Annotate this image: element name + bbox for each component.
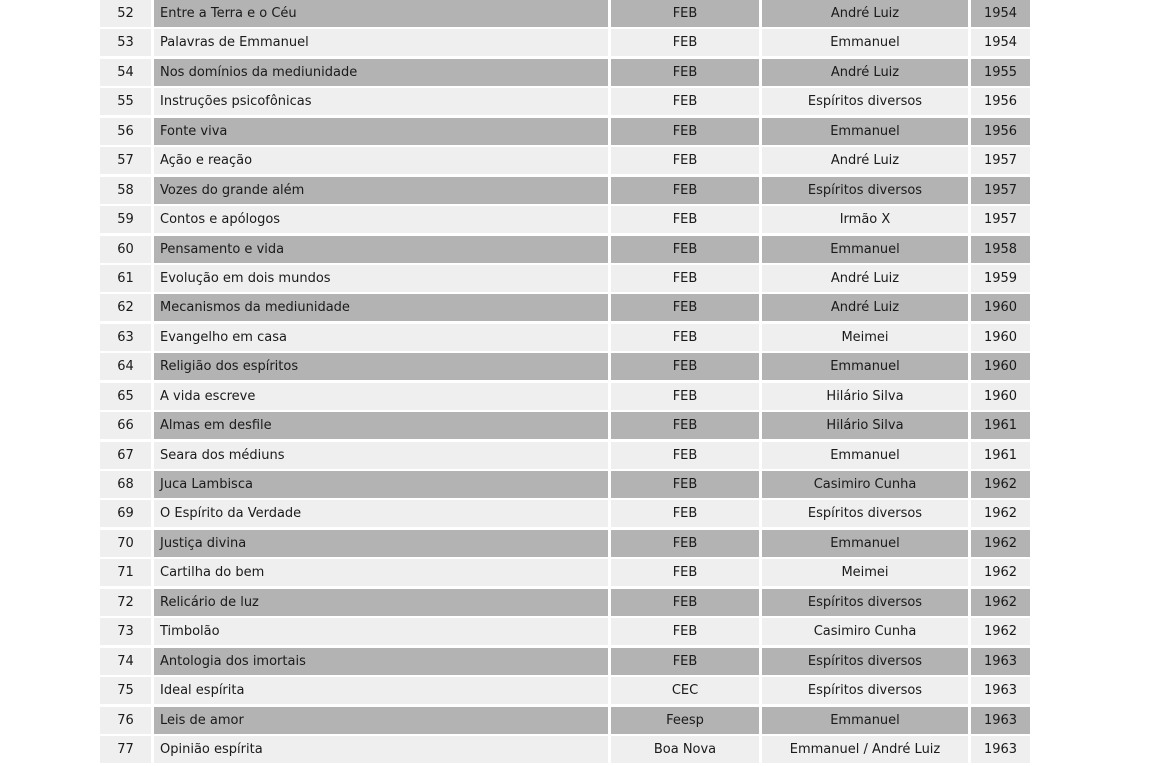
- publisher-cell: FEB: [611, 471, 759, 498]
- book-title-cell: Fonte viva: [154, 118, 608, 145]
- publisher-cell: FEB: [611, 177, 759, 204]
- book-title-cell: A vida escreve: [154, 383, 608, 410]
- publisher-cell: FEB: [611, 118, 759, 145]
- row-number-cell: 68: [100, 471, 151, 498]
- table-row: [100, 324, 1030, 351]
- year-cell: 1960: [971, 383, 1030, 410]
- publisher-cell: FEB: [611, 589, 759, 616]
- author-cell: Meimei: [762, 559, 968, 586]
- year-cell: 1963: [971, 677, 1030, 704]
- author-cell: Irmão X: [762, 206, 968, 233]
- book-title-cell: Contos e apólogos: [154, 206, 608, 233]
- author-cell: Meimei: [762, 324, 968, 351]
- year-cell: 1961: [971, 442, 1030, 469]
- author-cell: Emmanuel: [762, 236, 968, 263]
- table-row: [100, 88, 1030, 115]
- table-row: [100, 236, 1030, 263]
- book-title-cell: Instruções psicofônicas: [154, 88, 608, 115]
- year-cell: 1956: [971, 88, 1030, 115]
- publisher-cell: FEB: [611, 88, 759, 115]
- table-row: [100, 294, 1030, 321]
- row-number-cell: 70: [100, 530, 151, 557]
- table-row: [100, 589, 1030, 616]
- table-row: [100, 0, 1030, 27]
- row-number-cell: 67: [100, 442, 151, 469]
- book-title-cell: Ideal espírita: [154, 677, 608, 704]
- table-row: [100, 559, 1030, 586]
- book-title-cell: O Espírito da Verdade: [154, 500, 608, 527]
- year-cell: 1957: [971, 206, 1030, 233]
- table-row: [100, 147, 1030, 174]
- book-title-cell: Palavras de Emmanuel: [154, 29, 608, 56]
- publisher-cell: FEB: [611, 353, 759, 380]
- year-cell: 1957: [971, 177, 1030, 204]
- table-row: [100, 59, 1030, 86]
- author-cell: André Luiz: [762, 265, 968, 292]
- row-number-cell: 71: [100, 559, 151, 586]
- author-cell: André Luiz: [762, 294, 968, 321]
- author-cell: Espíritos diversos: [762, 88, 968, 115]
- publisher-cell: FEB: [611, 206, 759, 233]
- publisher-cell: FEB: [611, 236, 759, 263]
- book-title-cell: Relicário de luz: [154, 589, 608, 616]
- year-cell: 1962: [971, 530, 1030, 557]
- table-row: [100, 383, 1030, 410]
- table-row: [100, 206, 1030, 233]
- table-row: [100, 177, 1030, 204]
- year-cell: 1958: [971, 236, 1030, 263]
- row-number-cell: 63: [100, 324, 151, 351]
- publisher-cell: FEB: [611, 147, 759, 174]
- table-row: [100, 736, 1030, 763]
- year-cell: 1963: [971, 648, 1030, 675]
- row-number-cell: 64: [100, 353, 151, 380]
- author-cell: Emmanuel / André Luiz: [762, 736, 968, 763]
- book-title-cell: Cartilha do bem: [154, 559, 608, 586]
- year-cell: 1962: [971, 618, 1030, 645]
- author-cell: Casimiro Cunha: [762, 618, 968, 645]
- year-cell: 1962: [971, 559, 1030, 586]
- table-row: [100, 618, 1030, 645]
- book-title-cell: Justiça divina: [154, 530, 608, 557]
- table-row: [100, 118, 1030, 145]
- row-number-cell: 62: [100, 294, 151, 321]
- book-title-cell: Opinião espírita: [154, 736, 608, 763]
- publisher-cell: FEB: [611, 0, 759, 27]
- book-title-cell: Mecanismos da mediunidade: [154, 294, 608, 321]
- author-cell: Emmanuel: [762, 353, 968, 380]
- author-cell: Casimiro Cunha: [762, 471, 968, 498]
- table-row: [100, 353, 1030, 380]
- table-row: [100, 471, 1030, 498]
- table-row: [100, 442, 1030, 469]
- publisher-cell: Boa Nova: [611, 736, 759, 763]
- books-table: [100, 0, 1030, 765]
- book-title-cell: Pensamento e vida: [154, 236, 608, 263]
- row-number-cell: 60: [100, 236, 151, 263]
- year-cell: 1954: [971, 0, 1030, 27]
- book-title-cell: Vozes do grande além: [154, 177, 608, 204]
- author-cell: Emmanuel: [762, 530, 968, 557]
- table-body: [100, 0, 1030, 763]
- row-number-cell: 53: [100, 29, 151, 56]
- year-cell: 1954: [971, 29, 1030, 56]
- book-title-cell: Leis de amor: [154, 707, 608, 734]
- year-cell: 1962: [971, 500, 1030, 527]
- author-cell: Hilário Silva: [762, 412, 968, 439]
- table-row: [100, 500, 1030, 527]
- book-title-cell: Timbolão: [154, 618, 608, 645]
- author-cell: Emmanuel: [762, 118, 968, 145]
- table-row: [100, 707, 1030, 734]
- author-cell: Hilário Silva: [762, 383, 968, 410]
- year-cell: 1959: [971, 265, 1030, 292]
- row-number-cell: 75: [100, 677, 151, 704]
- row-number-cell: 77: [100, 736, 151, 763]
- row-number-cell: 57: [100, 147, 151, 174]
- book-title-cell: Nos domínios da mediunidade: [154, 59, 608, 86]
- row-number-cell: 72: [100, 589, 151, 616]
- author-cell: Espíritos diversos: [762, 677, 968, 704]
- row-number-cell: 61: [100, 265, 151, 292]
- row-number-cell: 52: [100, 0, 151, 27]
- author-cell: Espíritos diversos: [762, 648, 968, 675]
- table-row: [100, 265, 1030, 292]
- row-number-cell: 54: [100, 59, 151, 86]
- publisher-cell: FEB: [611, 383, 759, 410]
- table-row: [100, 677, 1030, 704]
- year-cell: 1962: [971, 471, 1030, 498]
- author-cell: André Luiz: [762, 0, 968, 27]
- book-title-cell: Seara dos médiuns: [154, 442, 608, 469]
- table-row: [100, 412, 1030, 439]
- book-title-cell: Evangelho em casa: [154, 324, 608, 351]
- row-number-cell: 56: [100, 118, 151, 145]
- year-cell: 1963: [971, 707, 1030, 734]
- book-title-cell: Evolução em dois mundos: [154, 265, 608, 292]
- row-number-cell: 69: [100, 500, 151, 527]
- publisher-cell: FEB: [611, 530, 759, 557]
- publisher-cell: FEB: [611, 618, 759, 645]
- author-cell: Espíritos diversos: [762, 589, 968, 616]
- publisher-cell: FEB: [611, 29, 759, 56]
- publisher-cell: FEB: [611, 500, 759, 527]
- publisher-cell: FEB: [611, 559, 759, 586]
- author-cell: Emmanuel: [762, 442, 968, 469]
- author-cell: Espíritos diversos: [762, 500, 968, 527]
- year-cell: 1961: [971, 412, 1030, 439]
- publisher-cell: CEC: [611, 677, 759, 704]
- year-cell: 1955: [971, 59, 1030, 86]
- table-row: [100, 530, 1030, 557]
- table-row: [100, 648, 1030, 675]
- publisher-cell: Feesp: [611, 707, 759, 734]
- book-title-cell: Ação e reação: [154, 147, 608, 174]
- row-number-cell: 74: [100, 648, 151, 675]
- row-number-cell: 73: [100, 618, 151, 645]
- row-number-cell: 58: [100, 177, 151, 204]
- author-cell: André Luiz: [762, 147, 968, 174]
- book-title-cell: Entre a Terra e o Céu: [154, 0, 608, 27]
- book-title-cell: Almas em desfile: [154, 412, 608, 439]
- publisher-cell: FEB: [611, 59, 759, 86]
- publisher-cell: FEB: [611, 324, 759, 351]
- publisher-cell: FEB: [611, 648, 759, 675]
- row-number-cell: 55: [100, 88, 151, 115]
- year-cell: 1960: [971, 294, 1030, 321]
- row-number-cell: 76: [100, 707, 151, 734]
- publisher-cell: FEB: [611, 442, 759, 469]
- row-number-cell: 59: [100, 206, 151, 233]
- row-number-cell: 66: [100, 412, 151, 439]
- publisher-cell: FEB: [611, 294, 759, 321]
- year-cell: 1957: [971, 147, 1030, 174]
- book-title-cell: Antologia dos imortais: [154, 648, 608, 675]
- publisher-cell: FEB: [611, 265, 759, 292]
- year-cell: 1963: [971, 736, 1030, 763]
- year-cell: 1962: [971, 589, 1030, 616]
- author-cell: Espíritos diversos: [762, 177, 968, 204]
- year-cell: 1956: [971, 118, 1030, 145]
- year-cell: 1960: [971, 353, 1030, 380]
- author-cell: André Luiz: [762, 59, 968, 86]
- author-cell: Emmanuel: [762, 29, 968, 56]
- publisher-cell: FEB: [611, 412, 759, 439]
- book-title-cell: Juca Lambisca: [154, 471, 608, 498]
- row-number-cell: 65: [100, 383, 151, 410]
- author-cell: Emmanuel: [762, 707, 968, 734]
- table-row: [100, 29, 1030, 56]
- book-title-cell: Religião dos espíritos: [154, 353, 608, 380]
- year-cell: 1960: [971, 324, 1030, 351]
